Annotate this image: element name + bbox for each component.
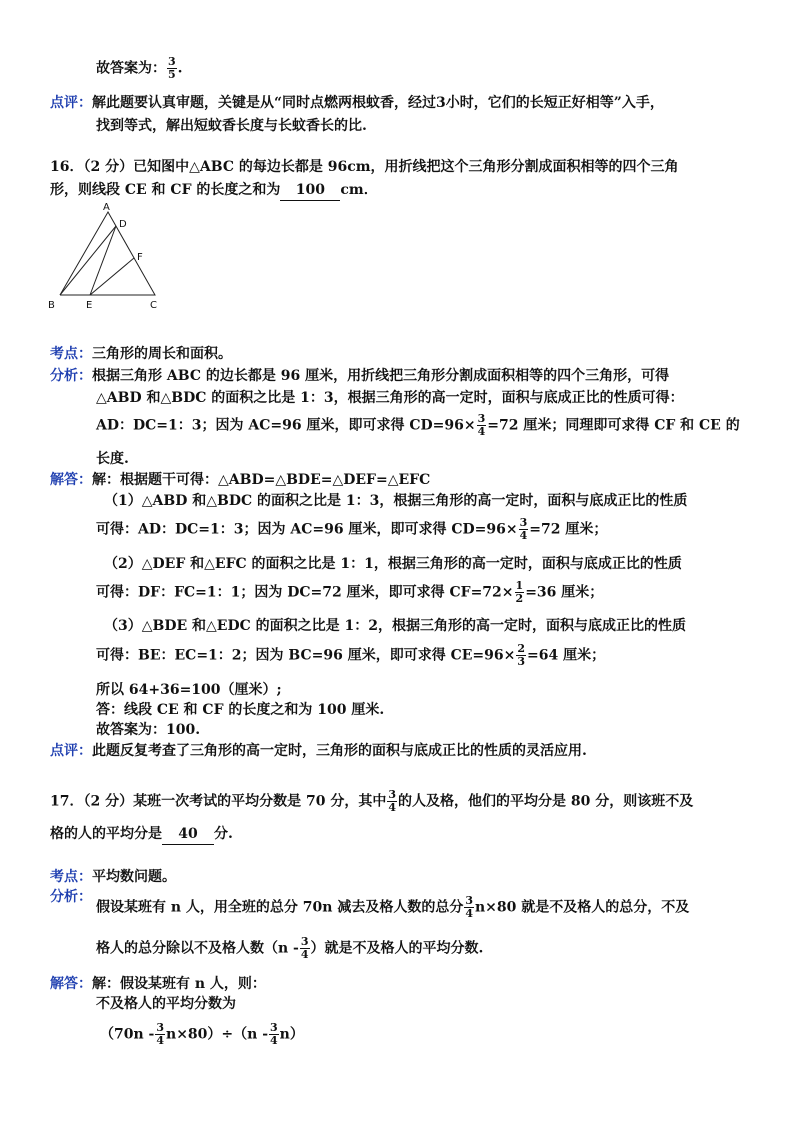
fenxi-text: AD：DC=1：3；因为 AC=96 厘米，即可求得 CD=96× — [96, 417, 476, 434]
q16-step-2b — [96, 580, 603, 605]
q16-stem-text: 形，则线段 CE 和 CF 的长度之和为 — [50, 182, 281, 198]
q16-step-1: （1）△ABD 和△BDC 的面积之比是 1：3，根据三角形的高一定时，面积与底成正比的性质 — [104, 493, 688, 509]
jieda-label: 解答： — [50, 472, 92, 488]
fraction-numerator: 3 — [168, 55, 176, 68]
fenxi-text: 根据三角形 ABC 的边长都是 96 厘米，用折线把三角形分割成面积相等的四个三角形，可得 — [92, 368, 670, 384]
answer-line — [96, 56, 183, 81]
q16-final-answer: 故答案为：100. — [96, 722, 201, 738]
fraction-denominator: 4 — [477, 425, 486, 438]
q17-fenxi-1 — [96, 895, 689, 920]
q17-stem-1 — [50, 789, 693, 814]
fraction-numerator: 3 — [519, 516, 528, 529]
fraction-denominator: 4 — [519, 529, 528, 542]
fraction-denominator: 4 — [388, 801, 396, 814]
fraction — [515, 580, 525, 605]
q16-step-1b — [96, 517, 607, 542]
q17-answer-blank: 40 — [162, 824, 214, 845]
fraction — [269, 1022, 279, 1047]
fraction-denominator: 2 — [515, 592, 524, 605]
fraction-denominator: 4 — [465, 907, 473, 920]
fraction-numerator: 3 — [300, 935, 309, 948]
fraction — [516, 643, 526, 668]
step-text: =36 厘米； — [525, 584, 604, 601]
label-b: B — [48, 300, 55, 311]
q17-stem-text: 的人及格，他们的平均分是 80 分，则该班不及 — [397, 793, 694, 810]
q17-fenxi-label: 分析： — [50, 889, 92, 905]
fenxi-text: ）就是不及格人的平均分数. — [310, 940, 484, 957]
answer-prefix: 故答案为： — [96, 60, 166, 77]
expr-text: n×80）÷（n - — [166, 1026, 269, 1043]
q17-stem-text: 17．（2 分）某班一次考试的平均分数是 70 分，其中 — [50, 793, 387, 810]
q17-stem-2 — [50, 824, 233, 845]
label-a: A — [103, 202, 110, 213]
q17-kaodian — [50, 867, 176, 887]
fraction — [155, 1022, 165, 1047]
fraction — [464, 895, 474, 920]
q16-jieda — [50, 470, 430, 490]
fraction-numerator: 3 — [465, 894, 473, 907]
fraction-numerator: 3 — [156, 1021, 165, 1034]
step-text: =64 厘米； — [527, 647, 606, 664]
review-label: 点评： — [50, 743, 92, 759]
fenxi-label: 分析： — [50, 368, 92, 384]
answer-suffix: . — [177, 60, 183, 77]
fenxi-text: n×80 就是不及格人的总分，不及 — [475, 899, 690, 916]
q16-fenxi-1 — [50, 366, 669, 386]
q16-step-2: （2）△DEF 和△EFC 的面积之比是 1：1，根据三角形的高一定时，面积与底成正比的性质 — [104, 556, 682, 572]
fraction-denominator: 5 — [168, 68, 176, 81]
fraction — [387, 789, 397, 814]
q16-fenxi-3 — [96, 413, 740, 438]
q16-unit: cm． — [340, 182, 378, 198]
label-d: D — [119, 219, 127, 230]
fraction-numerator: 3 — [270, 1021, 278, 1034]
fraction — [300, 936, 310, 961]
review-text: 解此题要认真审题，关键是从“同时点燃两根蚊香，经过3小时，它们的长短正好相等”入手， — [92, 95, 664, 111]
q16-kaodian — [50, 344, 232, 364]
label-e: E — [86, 300, 93, 311]
fraction-numerator: 3 — [388, 788, 396, 801]
fraction — [519, 517, 529, 542]
q16-fenxi-4: 长度. — [96, 451, 129, 467]
q16-sum: 所以 64+36=100（厘米）; — [96, 682, 282, 698]
q17-stem-text: 格的人的平均分是 — [50, 826, 162, 842]
fenxi-text: =72 厘米；同理即可求得 CF 和 CE 的 — [487, 417, 740, 434]
fenxi-text: 假设某班有 n 人，用全班的总分 70n 减去及格人数的总分 — [96, 899, 464, 916]
label-c: C — [150, 300, 157, 311]
fraction-denominator: 4 — [156, 1034, 165, 1047]
q16-conclusion: 答：线段 CE 和 CF 的长度之和为 100 厘米. — [96, 702, 385, 718]
label-f: F — [137, 252, 143, 263]
expr-text: n） — [279, 1026, 304, 1043]
fenxi-text: 格人的总分除以不及格人数（n - — [96, 940, 299, 957]
step-text: 可得：BE：EC=1：2；因为 BC=96 厘米，即可求得 CE=96× — [96, 647, 516, 664]
q16-answer-blank: 100 — [280, 180, 340, 201]
fraction — [477, 413, 487, 438]
q17-unit: 分. — [214, 826, 233, 842]
q17-jieda — [50, 974, 266, 994]
fraction-denominator: 4 — [300, 948, 309, 961]
segment-bd — [60, 226, 116, 295]
fraction-numerator: 3 — [477, 412, 486, 425]
review-line-2: 找到等式，解出短蚊香长度与长蚊香长的比. — [96, 118, 367, 134]
fraction-numerator: 1 — [515, 579, 524, 592]
kaodian-label: 考点： — [50, 346, 92, 362]
fraction-denominator: 3 — [517, 655, 526, 668]
step-text: =72 厘米； — [529, 521, 608, 538]
kaodian-label: 考点： — [50, 869, 92, 885]
q16-stem-1: 16．（2 分）已知图中△ABC 的每边长都是 96cm，用折线把这个三角形分割成面积相等的四个三角 — [50, 159, 679, 175]
review-text: 此题反复考查了三角形的高一定时，三角形的面积与底成正比的性质的灵活应用. — [92, 743, 587, 759]
kaodian-text: 平均数问题。 — [92, 869, 176, 885]
fraction-numerator: 2 — [517, 642, 526, 655]
q16-fenxi-2: △ABD 和△BDC 的面积之比是 1：3，根据三角形的高一定时，面积与底成正比的性质可得： — [96, 390, 684, 406]
jieda-text: 解：假设某班有 n 人，则： — [92, 976, 266, 992]
q16-step-3: （3）△BDE 和△EDC 的面积之比是 1：2，根据三角形的高一定时，面积与底成正比的性质 — [104, 618, 686, 634]
step-text: 可得：DF：FC=1：1；因为 DC=72 厘米，即可求得 CF=72× — [96, 584, 514, 601]
fraction — [167, 56, 177, 81]
q16-review — [50, 741, 587, 761]
kaodian-text: 三角形的周长和面积。 — [92, 346, 232, 362]
step-text: 可得：AD：DC=1：3；因为 AC=96 厘米，即可求得 CD=96× — [96, 521, 518, 538]
q17-fenxi-2 — [96, 936, 483, 961]
q17-expression — [100, 1022, 304, 1047]
jieda-text: 解：根据题干可得：△ABD=△BDE=△DEF=△EFC — [92, 472, 431, 488]
q17-step-1: 不及格人的平均分数为 — [96, 996, 236, 1012]
q16-step-3b — [96, 643, 605, 668]
review-line-1 — [50, 93, 664, 113]
review-label: 点评： — [50, 95, 92, 111]
expr-text: （70n - — [100, 1026, 155, 1043]
q16-stem-2 — [50, 180, 378, 201]
jieda-label: 解答： — [50, 976, 92, 992]
triangle-figure — [40, 202, 170, 320]
fraction-denominator: 4 — [270, 1034, 278, 1047]
